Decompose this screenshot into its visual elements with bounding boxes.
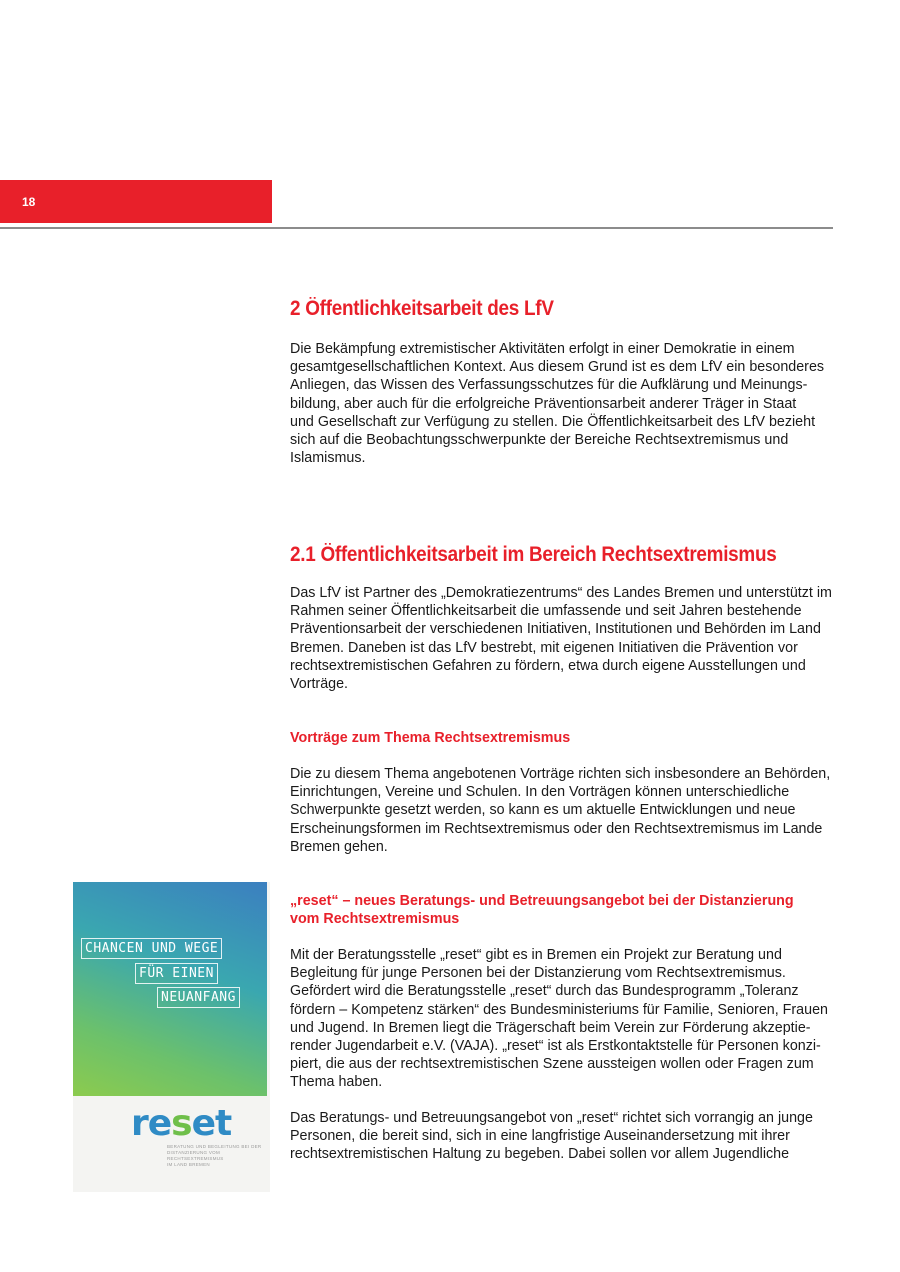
brochure-cover bbox=[73, 882, 267, 1096]
paragraph-line: Anliegen, das Wissen des Verfassungsschutzes für die Aufklärung und Meinungs- bbox=[290, 377, 808, 394]
section-2-paragraph bbox=[290, 340, 838, 467]
paragraph-line: und Jugend. In Bremen liegt die Trägerschaft beim Verein zur Förderung akzeptie- bbox=[290, 1019, 811, 1036]
section-2-heading: 2 Öffentlichkeitsarbeit des LfV bbox=[290, 297, 554, 320]
paragraph-line: render Jugendarbeit e.V. (VAJA). „reset“ ist als Erstkontaktstelle für Personen konzi- bbox=[290, 1038, 821, 1055]
paragraph-line: gesamtgesellschaftlichen Kontext. Aus diesem Grund ist es dem LfV ein besonderes bbox=[290, 359, 825, 376]
reset-logo-subtitle bbox=[167, 1144, 267, 1168]
reset-heading-line: vom Rechtsextremismus bbox=[290, 911, 460, 928]
reset-logo-subtitle-line: BERATUNG UND BEGLEITUNG BEI DER bbox=[167, 1144, 262, 1149]
section-2 bbox=[290, 296, 838, 322]
paragraph-line: Das LfV ist Partner des „Demokratiezentrums“ des Landes Bremen und unterstützt im bbox=[290, 585, 832, 601]
paragraph-line: Schwerpunkte gesetzt werden, so kann es um aktuelle Entwicklungen und neue bbox=[290, 802, 796, 819]
reset-paragraph-2 bbox=[290, 1109, 838, 1164]
page-number: 18 bbox=[22, 195, 36, 209]
paragraph-line: und Gesellschaft zur Verfügung zu stellen. Die Öffentlichkeitsarbeit des LfV bezieht bbox=[290, 413, 816, 430]
section-2-1-paragraph bbox=[290, 584, 838, 693]
paragraph-line: Einrichtungen, Vereine und Schulen. In den Vorträgen können unterschiedliche bbox=[290, 784, 790, 801]
page-number-band bbox=[0, 180, 272, 223]
paragraph-line: rechtsextremistischen Gefahren zu fördern, etwa durch eigene Ausstellungen und bbox=[290, 657, 806, 674]
reset-logo-part: s bbox=[171, 1103, 192, 1144]
section-2-1 bbox=[290, 542, 838, 568]
reset-heading-line: „reset“ – neues Beratungs- und Betreuungsangebot bei der Distanzierung bbox=[290, 893, 794, 909]
brochure-cover-line: NEUANFANG bbox=[157, 987, 240, 1008]
reset-logo-part: et bbox=[191, 1103, 232, 1144]
paragraph-line: Bremen gehen. bbox=[290, 838, 388, 855]
paragraph-line: Islamismus. bbox=[290, 450, 366, 467]
paragraph-line: Das Beratungs- und Betreuungsangebot von „reset“ richtet sich vorrangig an junge bbox=[290, 1110, 813, 1126]
header-rule bbox=[0, 227, 833, 229]
paragraph-line: Mit der Beratungsstelle „reset“ gibt es in Bremen ein Projekt zur Beratung und bbox=[290, 947, 782, 963]
paragraph-line: bildung, aber auch für die erfolgreiche Präventionsarbeit anderer Träger in Staat bbox=[290, 395, 797, 412]
section-2-1-heading: 2.1 Öffentlichkeitsarbeit im Bereich Rechtsextremismus bbox=[290, 543, 777, 566]
reset-logo-subtitle-line: IM LAND BREMEN bbox=[167, 1162, 210, 1167]
reset-brochure-image bbox=[73, 882, 270, 1192]
brochure-cover-line: FÜR EINEN bbox=[135, 963, 218, 984]
paragraph-line: Vorträge. bbox=[290, 676, 349, 693]
paragraph-line: Die Bekämpfung extremistischer Aktivitäten erfolgt in einer Demokratie in einem bbox=[290, 341, 795, 357]
paragraph-line: Thema haben. bbox=[290, 1074, 383, 1091]
paragraph-line: Begleitung für junge Personen bei der Distanzierung vom Rechtsextremismus. bbox=[290, 965, 786, 982]
reset-logo-part: re bbox=[131, 1103, 172, 1144]
vortraege-section bbox=[290, 729, 838, 747]
paragraph-line: Gefördert wird die Beratungsstelle „reset“ durch das Bundesprogramm „Toleranz bbox=[290, 983, 799, 1000]
reset-logo bbox=[131, 1104, 231, 1144]
brochure-cover-line: CHANCEN UND WEGE bbox=[81, 938, 222, 959]
paragraph-line: Erscheinungsformen im Rechtsextremismus oder den Rechtsextremismus im Lande bbox=[290, 820, 823, 837]
paragraph-line: Bremen. Daneben ist das LfV bestrebt, mit eigenen Initiativen die Prävention vor bbox=[290, 639, 798, 656]
paragraph-line: Die zu diesem Thema angebotenen Vorträge richten sich insbesondere an Behörden, bbox=[290, 766, 831, 782]
paragraph-line: Rahmen seiner Öffentlichkeitsarbeit die umfassende und seit Jahren bestehende bbox=[290, 603, 802, 620]
paragraph-line: Personen, die bereit sind, sich in eine langfristige Auseinandersetzung mit ihrer bbox=[290, 1128, 790, 1145]
reset-section bbox=[290, 892, 838, 928]
vortraege-heading: Vorträge zum Thema Rechtsextremismus bbox=[290, 730, 571, 746]
paragraph-line: rechtsextremistischen Haltung zu begeben. Dabei sollen vor allem Jugendliche bbox=[290, 1146, 790, 1163]
vortraege-paragraph bbox=[290, 765, 838, 856]
paragraph-line: fördern – Kompetenz stärken“ des Bundesministeriums für Familie, Senioren, Frauen bbox=[290, 1001, 828, 1018]
paragraph-line: Präventionsarbeit der verschiedenen Initiativen, Institutionen und Behörden im Land bbox=[290, 621, 821, 638]
reset-paragraph-1 bbox=[290, 946, 838, 1092]
paragraph-line: piert, die aus der rechtsextremistischen Szene aussteigen wollen oder Fragen zum bbox=[290, 1056, 814, 1073]
paragraph-line: sich auf die Beobachtungsschwerpunkte der Bereiche Rechtsextremismus und bbox=[290, 432, 789, 449]
reset-logo-subtitle-line: DISTANZIERUNG VOM RECHTSEXTREMISMUS bbox=[167, 1150, 224, 1161]
